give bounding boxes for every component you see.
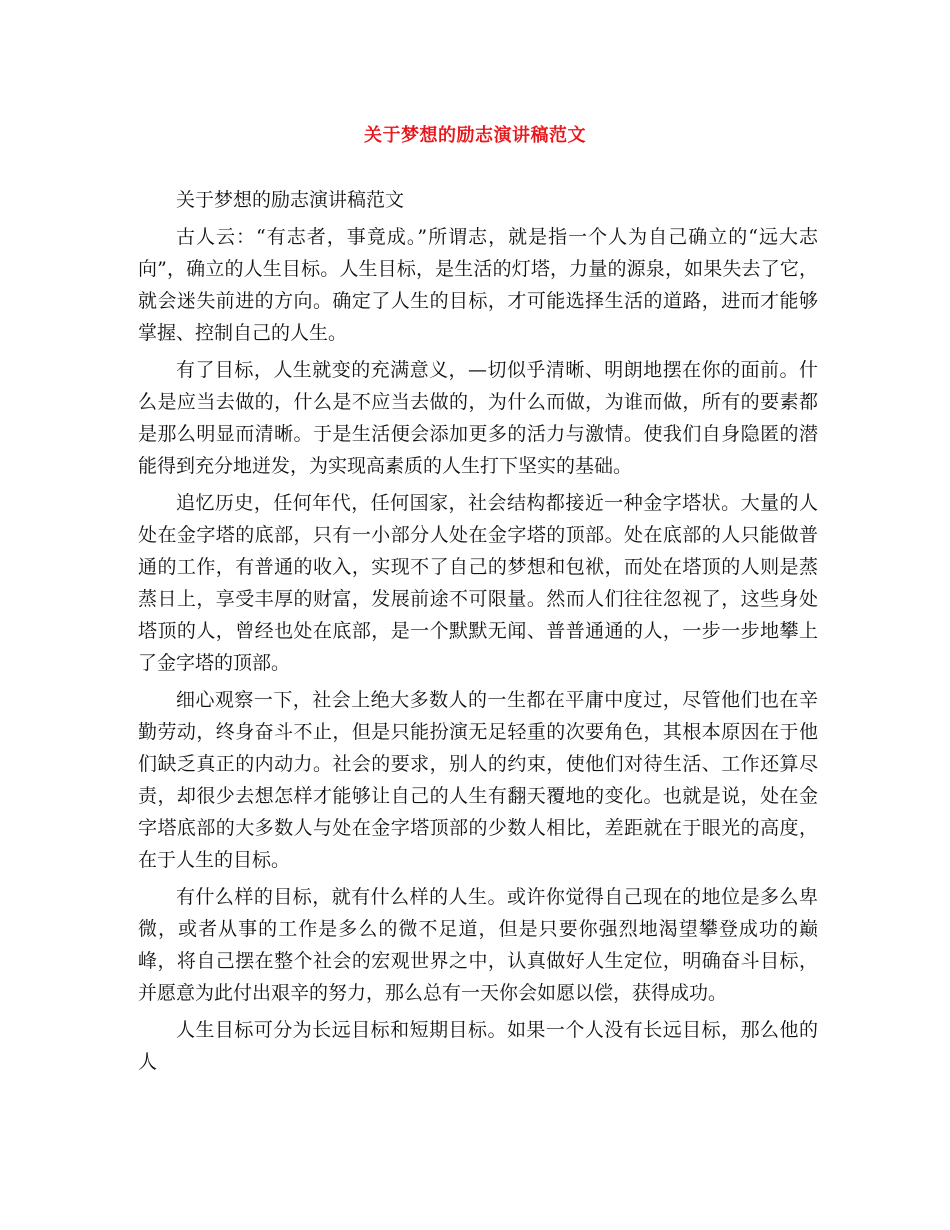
paragraph: 细心观察一下，社会上绝大多数人的一生都在平庸中度过，尽管他们也在辛勤劳动，终身奋斗不止，但是只能扮演无足轻重的次要角色，其根本原因在于他们缺乏真正的内动力。社会的要求，别人的约束，使他们对待生活、工作还算尽责，却很少去想怎样才能够让自己的人生有翻天覆地的变化。也就是说，处在金字塔底部的大多数人与处在金字塔顶部的少数人相比，差距就在于眼光的高度，在于人生的目标。 <box>138 689 818 871</box>
paragraph: 追忆历史，任何年代，任何国家，社会结构都接近一种金字塔状。大量的人处在金字塔的底部，只有一小部分人处在金字塔的顶部。处在底部的人只能做普通的工作，有普通的收入，实现不了自己的梦想和包袱，而处在塔顶的人则是蒸蒸日上，享受丰厚的财富，发展前途不可限量。然而人们往往忽视了，这些身处塔顶的人，曾经也处在底部，是一个默默无闻、普普通通的人，一步一步地攀上了金字塔的顶部。 <box>138 492 818 674</box>
paragraph-heading: 关于梦想的励志演讲稿范文 <box>176 189 405 211</box>
document-title: 关于梦想的励志演讲稿范文 <box>364 125 586 146</box>
paragraph: 有了目标，人生就变的充满意义，—切似乎清晰、明朗地摆在你的面前。什么是应当去做的，什么是不应当去做的，为什么而做，为谁而做，所有的要素都是那么明显而清晰。于是生活便会添加更多的活力与激情。使我们自身隐匿的潜能得到充分地迸发，为实现高素质的人生打下坚实的基础。 <box>138 359 818 477</box>
paragraph: 人生目标可分为长远目标和短期目标。如果一个人没有长远目标，那么他的人 <box>138 1019 818 1073</box>
document-body <box>138 184 818 1083</box>
paragraph: 古人云：“有志者，事竟成。”所谓志，就是指一个人为自己确立的“远大志向”，确立的人生目标。人生目标，是生活的灯塔，力量的源泉，如果失去了它，就会迷失前进的方向。确定了人生的目标，才可能选择生活的道路，进而才能够掌握、控制自己的人生。 <box>138 226 818 344</box>
paragraph: 有什么样的目标，就有什么样的人生。或许你觉得自己现在的地位是多么卑微，或者从事的工作是多么的微不足道，但是只要你强烈地渴望攀登成功的巅峰，将自己摆在整个社会的宏观世界之中，认真做好人生定位，明确奋斗目标，并愿意为此付出艰辛的努力，那么总有一天你会如愿以偿，获得成功。 <box>138 886 818 1004</box>
